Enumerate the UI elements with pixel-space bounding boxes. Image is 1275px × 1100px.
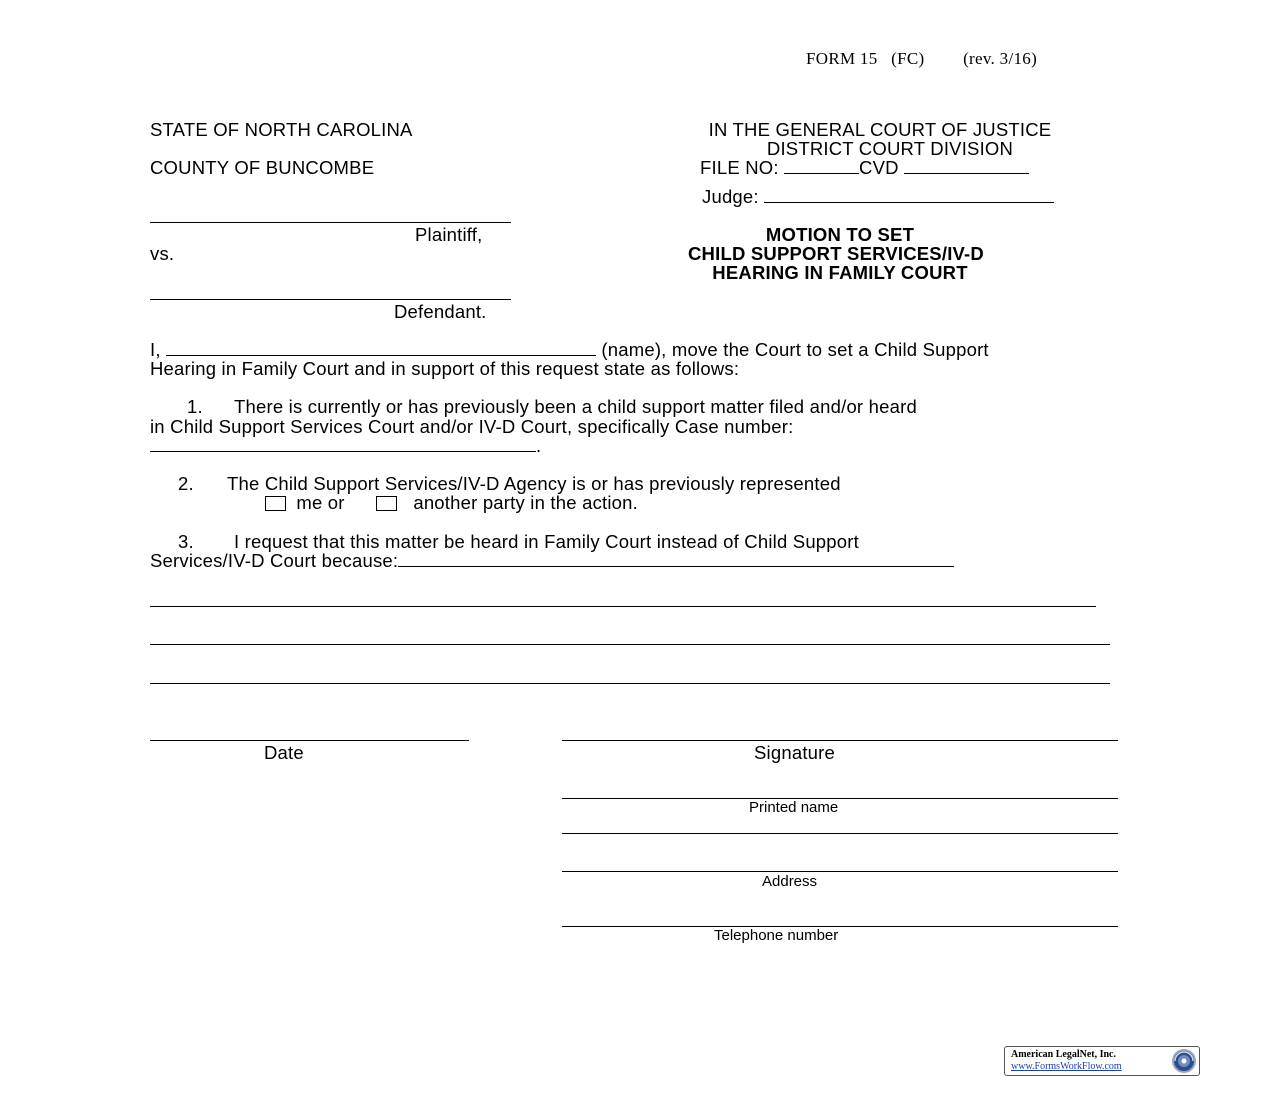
item-1-line-2: in Child Support Services Court and/or IV-D Court, specifically Case number: <box>150 416 794 437</box>
county-name: COUNTY OF BUNCOMBE <box>150 157 375 178</box>
item-2-options <box>265 492 638 514</box>
case-number-blank[interactable] <box>150 435 536 452</box>
form-id: FORM 15 (FC) <box>806 49 925 68</box>
defendant-label: Defendant. <box>394 301 487 322</box>
plaintiff-name-line[interactable] <box>150 222 511 223</box>
item-1-line-1: There is currently or has previously been a child support matter filed and/or heard <box>234 396 917 417</box>
title-line-3: HEARING IN FAMILY COURT <box>712 262 968 283</box>
me-option-label: me or <box>296 492 345 513</box>
reason-line-1[interactable] <box>150 606 1096 607</box>
date-label: Date <box>264 742 304 763</box>
item-1-number: 1. <box>187 396 203 417</box>
judge-label: Judge: <box>702 186 759 207</box>
printed-name-label: Printed name <box>749 799 839 816</box>
date-line[interactable] <box>150 740 469 741</box>
defendant-name-line[interactable] <box>150 299 511 300</box>
title-line-1: MOTION TO SET <box>765 224 915 245</box>
item-2-line-1: The Child Support Services/IV-D Agency is or has previously represented <box>227 473 841 494</box>
file-no-label: FILE NO: <box>700 157 779 178</box>
address-line-2[interactable] <box>562 871 1118 872</box>
another-party-option-label: another party in the action. <box>413 492 638 513</box>
printed-name-line[interactable] <box>562 798 1118 799</box>
reason-field[interactable] <box>150 550 954 572</box>
signature-label: Signature <box>754 742 835 763</box>
court-line-1: IN THE GENERAL COURT OF JUSTICE <box>708 119 1052 140</box>
file-no-number-blank[interactable] <box>904 157 1029 174</box>
judge-field[interactable] <box>702 186 1054 208</box>
intro-prefix: I, <box>150 339 161 360</box>
telephone-line[interactable] <box>562 926 1118 927</box>
court-line-2: DISTRICT COURT DIVISION <box>766 138 1014 159</box>
title-line-2: CHILD SUPPORT SERVICES/IV-D <box>688 243 984 264</box>
intro-suffix: (name), move the Court to set a Child Support <box>601 339 989 360</box>
reason-line-2[interactable] <box>150 644 1110 645</box>
file-no-cvd: CVD <box>859 157 899 178</box>
file-number-field[interactable] <box>700 157 1029 179</box>
form-revision: (rev. 3/16) <box>963 49 1038 68</box>
telephone-label: Telephone number <box>714 927 839 944</box>
plaintiff-label: Plaintiff, <box>415 224 483 245</box>
item-3-number: 3. <box>178 531 194 552</box>
reason-line-3[interactable] <box>150 683 1110 684</box>
judge-blank[interactable] <box>764 186 1054 203</box>
item-1-period: . <box>536 435 542 456</box>
state-name: STATE OF NORTH CAROLINA <box>150 119 413 140</box>
item-2-number: 2. <box>178 473 194 494</box>
vs-label: vs. <box>150 243 175 264</box>
address-label: Address <box>762 873 818 890</box>
reason-blank-inline[interactable] <box>398 550 954 567</box>
logo-company-name: American LegalNet, Inc. <box>1011 1049 1116 1060</box>
address-line-1[interactable] <box>562 833 1118 834</box>
file-no-year-blank[interactable] <box>784 157 859 174</box>
logo-url-link[interactable]: www.FormsWorkFlow.com <box>1011 1061 1122 1072</box>
item-3-line-1: I request that this matter be heard in Family Court instead of Child Support <box>234 531 859 552</box>
item-3-line-2: Services/IV-D Court because: <box>150 550 399 571</box>
case-number-field[interactable] <box>150 435 541 457</box>
signature-line[interactable] <box>562 740 1118 741</box>
another-party-checkbox[interactable] <box>376 496 397 511</box>
me-checkbox[interactable] <box>265 496 286 511</box>
name-blank[interactable] <box>166 339 596 356</box>
globe-icon <box>1171 1048 1197 1074</box>
intro-line-2: Hearing in Family Court and in support of this request state as follows: <box>150 358 740 379</box>
american-legalnet-logo[interactable] <box>1004 1046 1200 1076</box>
